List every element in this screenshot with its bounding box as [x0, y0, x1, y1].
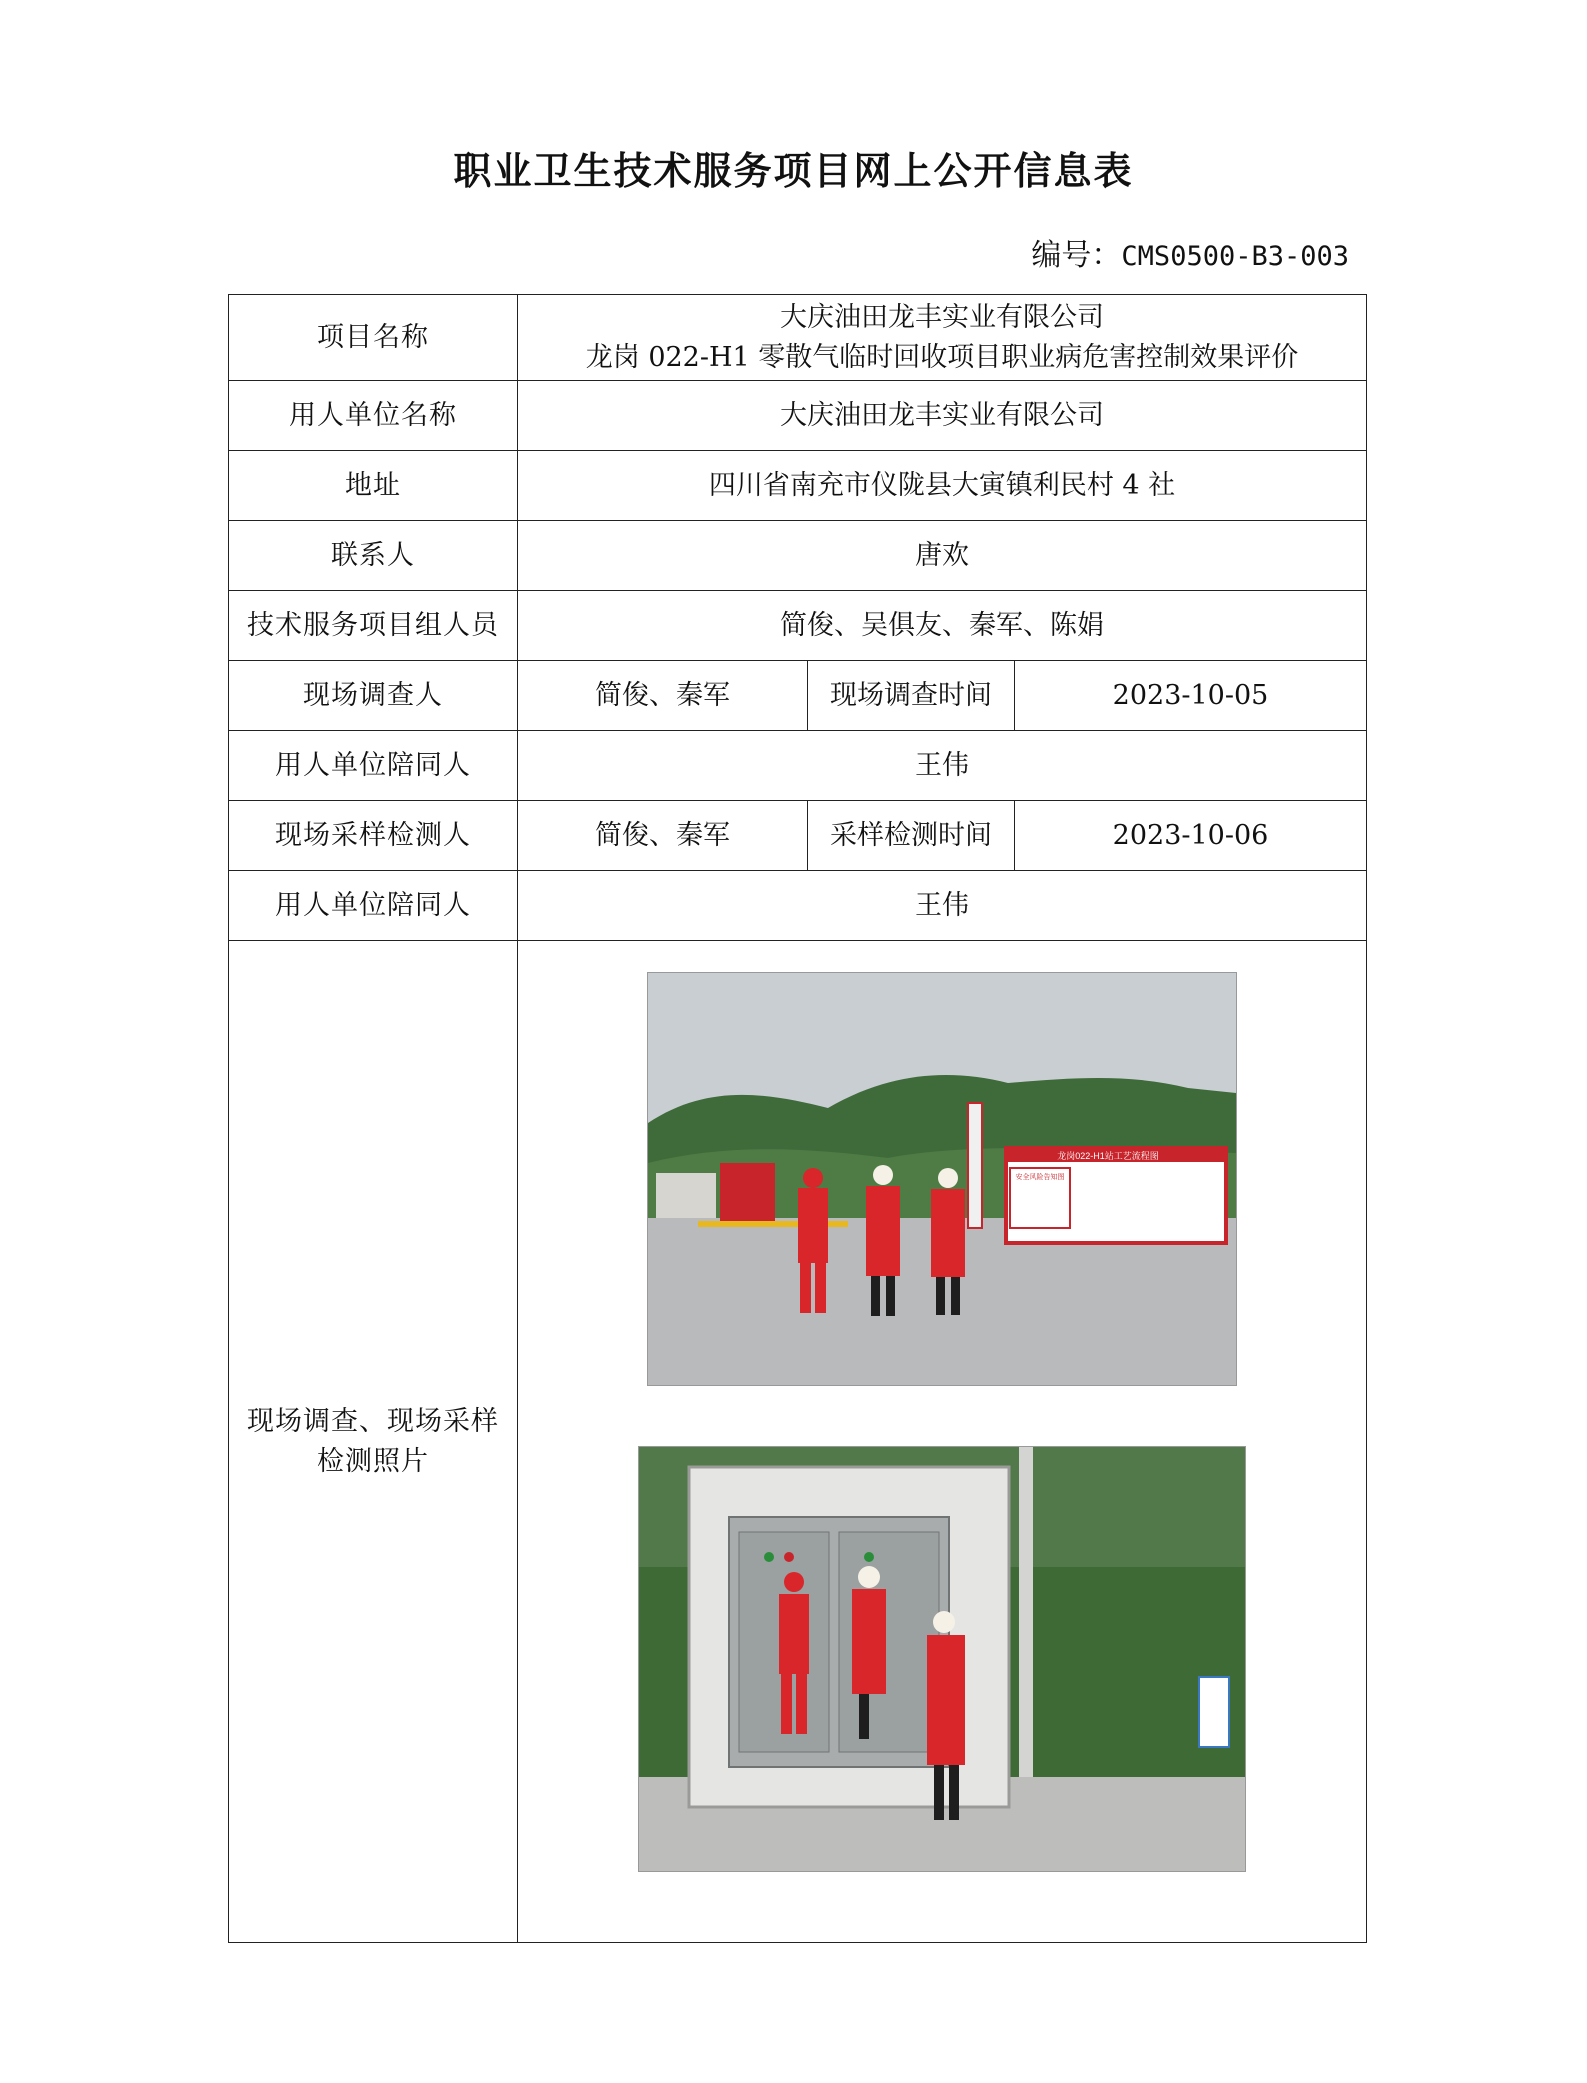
- employer-value: 大庆油田龙丰实业有限公司: [518, 381, 1367, 451]
- sampling-escort-value: 王伟: [518, 871, 1367, 941]
- survey-escort-value: 王伟: [518, 731, 1367, 801]
- safety-board-text: 安全风险告知图: [1015, 1173, 1065, 1181]
- contact-label: 联系人: [229, 521, 518, 591]
- table-row: [229, 801, 1367, 871]
- survey-time-value: 2023-10-05: [1015, 661, 1367, 731]
- survey-value: 简俊、秦军: [518, 661, 808, 731]
- photos-label-line1: 现场调查、现场采样: [247, 1405, 499, 1437]
- project-name-line1: 大庆油田龙丰实业有限公司: [780, 301, 1105, 333]
- document-number: [1031, 230, 1349, 274]
- table-row: [229, 731, 1367, 801]
- address-value: 四川省南充市仪陇县大寅镇利民村 4 社: [518, 451, 1367, 521]
- table-row: [229, 591, 1367, 661]
- info-table: [228, 294, 1367, 1943]
- sampling-time-value: 2023-10-06: [1015, 801, 1367, 871]
- site-survey-photo: [647, 972, 1237, 1386]
- table-row: [229, 661, 1367, 731]
- page-title: 职业卫生技术服务项目网上公开信息表: [453, 148, 1134, 193]
- site-sampling-photo: [638, 1446, 1246, 1872]
- survey-time-label: 现场调查时间: [808, 661, 1015, 731]
- table-row: [229, 451, 1367, 521]
- process-board-text: 龙岗022-H1站工艺流程图: [1057, 1150, 1159, 1161]
- project-name-value: [518, 295, 1367, 381]
- document-number-value: CMS0500-B3-003: [1121, 241, 1349, 272]
- sampling-time-label: 采样检测时间: [808, 801, 1015, 871]
- project-name-line2: 龙岗 022-H1 零散气临时回收项目职业病危害控制效果评价: [585, 341, 1299, 373]
- table-row: [229, 295, 1367, 381]
- survey-label: 现场调查人: [229, 661, 518, 731]
- sampling-label: 现场采样检测人: [229, 801, 518, 871]
- table-row: [229, 381, 1367, 451]
- project-name-label: 项目名称: [229, 295, 518, 381]
- table-row: [229, 941, 1367, 1943]
- document-number-label: 编号：: [1031, 238, 1122, 273]
- sampling-value: 简俊、秦军: [518, 801, 808, 871]
- photos-cell: [518, 941, 1367, 1943]
- sampling-escort-label: 用人单位陪同人: [229, 871, 518, 941]
- employer-label: 用人单位名称: [229, 381, 518, 451]
- survey-escort-label: 用人单位陪同人: [229, 731, 518, 801]
- photos-label: [229, 941, 518, 1943]
- contact-value: 唐欢: [518, 521, 1367, 591]
- team-label: 技术服务项目组人员: [229, 591, 518, 661]
- address-label: 地址: [229, 451, 518, 521]
- table-row: [229, 871, 1367, 941]
- team-value: 简俊、吴俱友、秦军、陈娟: [518, 591, 1367, 661]
- photos-label-line2: 检测照片: [317, 1445, 429, 1477]
- table-row: [229, 521, 1367, 591]
